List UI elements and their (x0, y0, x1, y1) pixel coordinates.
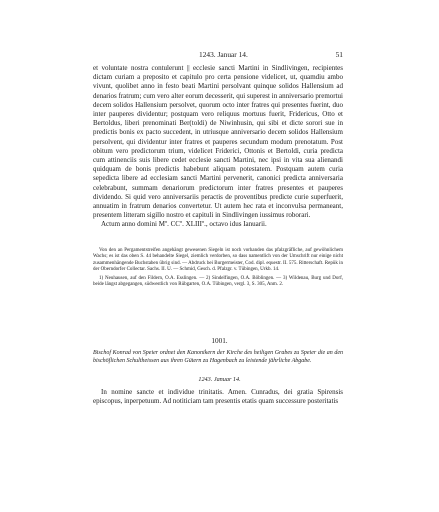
next-charter-paragraph: In nomine sancte et individue trinitatis. Amen. Cunradus, dei gratia Spirensis episcopus, inperpetuum. Ad notiticiam tam presentis etatis quam successure posteritatis (93, 388, 343, 406)
header-date: 1243. Januar 14. (199, 50, 248, 59)
charter-paragraph: et voluntate nostra contulerunt || ecclesie sancti Martini in Sindlivingen, recipientes dictam curiam a preposito et capitulo pro certa pensione videlicet, ut, quamdiu ambo vivunt, quolibet anno in festo beati Martini persolvant quinque solidos Hallensium ad denarios fratrum; cum vero alter eorum decesserit, qui superest in anniversario premortui decem solidos Hallensium persolvet, quorum octo inter fratres qui presentes fuerint, duo inter pauperes dividentur; postquam vero reliquus mortuus fuerit, Fridericus, Otto et Bertoldus, liberi prenominati Ber(toldi) de Niwinhusin, qui sibi et dicte sorori sue in predictis bonis ex pacto succedent, in utriusque anniversario decem solidos Hallensium persolvent, qui dividentur inter fratres et pauperes secundum modum prenotatum. Post obitum vero predictorum trium, videlicet Friderici, Ottonis et Bertoldi, curia predicta cum attinenciis suis libere cedet ecclesie sancti Martini, nec ipsi in vita sua alienandi quidquam de bonis predictis habebunt aliquam potestatem. Postquam autem curia sepedicta libere ad ecclesiam sancti Martini pervenerit, canonici predicta anniversaria celebrabunt, summam denariorum predictorum inter fratres presentes et pauperes dividendo. Si quid vero anniversariis peractis de proventibus predicte curie superfuerit, annuatim in fratrum denarios convertetur. Ut autem hec rata et inconvulsa permaneant, presentem litteram sigillo nostro et capituli in Sindlivingen iussimus roborari. (93, 64, 343, 220)
running-header (92, 50, 343, 60)
document-regest: Bischof Konrad von Speier ordnet den Kanonikern der Kirche des heiligen Grabes zu Speier die an den bischöflichen Schultheissen aus ihren Gütern zu Hagenbach zu leistende jährliche Abgabe. (93, 350, 343, 364)
document-date: 1243. Januar 14. (198, 376, 241, 383)
editorial-notes (93, 248, 343, 289)
dating-clause: Actum anno domini Mº. CCº. XLIIIº., octavo idus Ianuarii. (101, 220, 267, 229)
footnotes: 1) Neuhausen, auf den Fildern, O.A. Esslingen. — 2) Sindelfingen, O.A. Böblingen. — 3) Wildenau, Burg und Dorf, beide längst abgegangen, südwestlich von Rübgarten, O.A. Tübingen, vergl. 3, S. 305, Anm. 2. (93, 276, 343, 288)
charter-text (93, 64, 343, 230)
next-charter-text (93, 388, 343, 406)
source-note: Von den an Pergamentstreifen angehängt gewesenen Siegeln ist noch vorhanden das pfalzgräfliche, auf gewöhnlichem Wachs; es ist das oben S. 44 behandelte Siegel, ziemlich verdorben, so dass namentlich von der Umschrift nur einige nicht zusammenhängende Buchstaben übrig sind. — Abdruck bei Burgermeister, Cod. dipl. equestr. II. 575. Ritterschaft. Repük in der Oberndorfer Collectar. Sachs. II. U. — Schmid, Gesch. d. Pfalzgr. v. Tübingen, Urkb. 14. (93, 248, 343, 272)
document-number: 1001. (211, 337, 228, 345)
page-number: 51 (335, 50, 343, 59)
